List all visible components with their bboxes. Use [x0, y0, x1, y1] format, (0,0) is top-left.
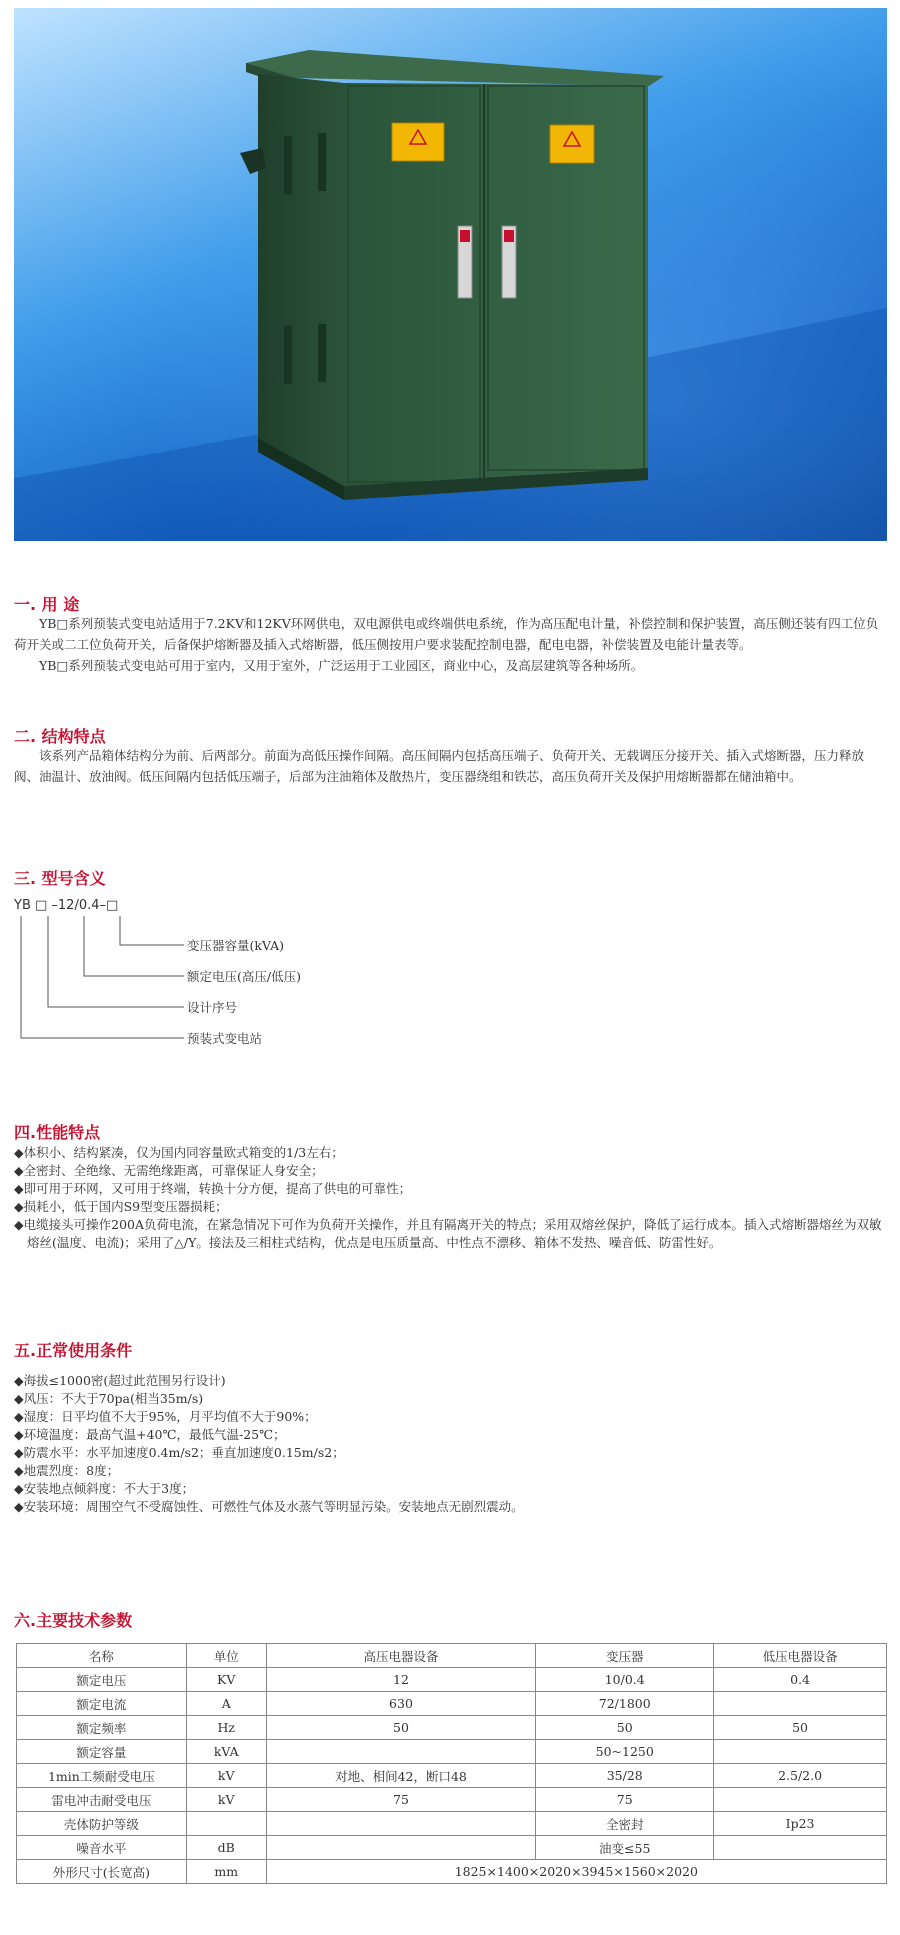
table-row	[17, 1692, 887, 1716]
structure-paragraph: 该系列产品箱体结构分为前、后两部分。前面为高低压操作间隔。高压间隔内包括高压端子、负荷开关、无载调压分接开关、插入式熔断器，压力释放阀、油温计、放油阀。低压间隔内包括低压端子，后部为注油箱体及散热片，变压器绕组和铁芯，高压负荷开关及保护用熔断器都在储油箱中。	[14, 748, 865, 784]
model-label-capacity: 变压器容量(kVA)	[187, 938, 285, 953]
condition-item: ◆海拔≤1000密(超过此范围另行设计)	[14, 1373, 226, 1388]
table-row	[17, 1788, 887, 1812]
table-cell: dB	[186, 1836, 266, 1860]
model-label-voltage: 额定电压(高压/低压)	[187, 969, 301, 984]
section-title-model: 三. 型号含义	[14, 869, 106, 888]
table-row	[17, 1860, 887, 1884]
table-cell: 额定电流	[17, 1692, 187, 1716]
condition-item: ◆湿度：日平均值不大于95%，月平均值不大于90%；	[14, 1409, 317, 1424]
feature-item: ◆体积小、结构紧凑，仅为国内同容量欧式箱变的1/3左右；	[14, 1145, 344, 1160]
table-cell: 0.4	[714, 1668, 887, 1692]
section-title-features: 四.性能特点	[14, 1123, 101, 1142]
condition-item: ◆防震水平：水平加速度0.4m/s2；垂直加速度0.15m/s2；	[14, 1445, 345, 1460]
table-cell: 75	[266, 1788, 536, 1812]
table-row	[17, 1836, 887, 1860]
tech-params-table	[16, 1643, 887, 1884]
table-row	[17, 1740, 887, 1764]
feature-item: ◆即可用于环网，又可用于终端，转换十分方便，提高了供电的可靠性；	[14, 1181, 412, 1196]
table-cell: 12	[266, 1668, 536, 1692]
conditions-list	[14, 1372, 886, 1516]
table-cell	[266, 1836, 536, 1860]
model-diagram	[14, 898, 414, 1058]
feature-item: ◆损耗小，低于国内S9型变压器损耗；	[14, 1199, 228, 1214]
feature-item: ◆全密封、全绝缘、无需绝缘距离，可靠保证人身安全；	[14, 1163, 324, 1178]
table-cell: 外形尺寸(长宽高)	[17, 1860, 187, 1884]
table-cell: kV	[186, 1764, 266, 1788]
table-cell	[714, 1692, 887, 1716]
table-header-cell: 名称	[17, 1644, 187, 1668]
table-cell	[714, 1788, 887, 1812]
table-cell: 50	[266, 1716, 536, 1740]
table-cell: 额定电压	[17, 1668, 187, 1692]
table-cell	[714, 1740, 887, 1764]
section-title-structure: 二. 结构特点	[14, 727, 106, 746]
table-cell	[186, 1812, 266, 1836]
table-cell: kVA	[186, 1740, 266, 1764]
table-cell: 35/28	[536, 1764, 714, 1788]
table-cell: 50	[536, 1716, 714, 1740]
table-row	[17, 1668, 887, 1692]
feature-item: ◆电缆接头可操作200A负荷电流，在紧急情况下可作为负荷开关操作，并且有隔离开关的特点；采用双熔丝保护，降低了运行成本。插入式熔断器熔丝为双敏熔丝(温度、电流)；采用了△/Y。接法及三相柱式结构，优点是电压质量高、中性点不漂移、箱体不发热、噪音低、防雷性好。	[14, 1217, 882, 1250]
table-cell	[266, 1740, 536, 1764]
table-row	[17, 1764, 887, 1788]
table-cell: 额定容量	[17, 1740, 187, 1764]
table-row	[17, 1812, 887, 1836]
section-title-conditions: 五.正常使用条件	[14, 1341, 133, 1360]
table-header-cell: 高压电器设备	[266, 1644, 536, 1668]
table-cell	[714, 1836, 887, 1860]
table-header-cell: 单位	[186, 1644, 266, 1668]
table-cell: 50~1250	[536, 1740, 714, 1764]
product-photo	[14, 8, 887, 541]
condition-item: ◆安装地点倾斜度：不大于3度；	[14, 1481, 195, 1496]
section-usage-text	[14, 613, 886, 676]
table-cell: 噪音水平	[17, 1836, 187, 1860]
table-cell: KV	[186, 1668, 266, 1692]
usage-paragraph-1: YB□系列预装式变电站适用于7.2KV和12KV环网供电，双电源供电或终端供电系统，作为高压配电计量，补偿控制和保护装置，高压侧还装有四工位负荷开关或二工位负荷开关，后备保护熔断器及插入式熔断器，低压侧按用户要求装配控制电器，配电电器，补偿装置及电能计量表等。	[14, 616, 879, 652]
table-cell: Ip23	[714, 1812, 887, 1836]
table-cell: 75	[536, 1788, 714, 1812]
table-cell: Hz	[186, 1716, 266, 1740]
table-cell: 油变≤55	[536, 1836, 714, 1860]
table-cell: 1min工频耐受电压	[17, 1764, 187, 1788]
condition-item: ◆安装环境：周围空气不受腐蚀性、可燃性气体及水蒸气等明显污染。安装地点无剧烈震动。	[14, 1499, 524, 1514]
section-title-usage: 一. 用 途	[14, 595, 80, 614]
condition-item: ◆地震烈度：8度；	[14, 1463, 120, 1478]
cabinet-illustration	[14, 8, 887, 541]
condition-item: ◆环境温度：最高气温+40℃，最低气温-25℃；	[14, 1427, 286, 1442]
section-structure-text	[14, 745, 886, 787]
table-row	[17, 1716, 887, 1740]
table-cell: 72/1800	[536, 1692, 714, 1716]
table-cell: 50	[714, 1716, 887, 1740]
model-label-substation: 预装式变电站	[187, 1031, 263, 1046]
table-cell: 10/0.4	[536, 1668, 714, 1692]
model-label-design-no: 设计序号	[187, 1000, 238, 1015]
section-title-params: 六.主要技术参数	[14, 1611, 133, 1630]
table-cell: 额定频率	[17, 1716, 187, 1740]
table-header-cell: 低压电器设备	[714, 1644, 887, 1668]
table-cell: 630	[266, 1692, 536, 1716]
condition-item: ◆风压：不大于70pa(相当35m/s)	[14, 1391, 204, 1406]
features-list	[14, 1144, 886, 1252]
table-cell: mm	[186, 1860, 266, 1884]
table-cell	[266, 1812, 536, 1836]
table-cell: 对地、相间42，断口48	[266, 1764, 536, 1788]
table-cell: 2.5/2.0	[714, 1764, 887, 1788]
table-cell: kV	[186, 1788, 266, 1812]
usage-paragraph-2: YB□系列预装式变电站可用于室内，又用于室外，广泛运用于工业园区，商业中心，及高层建筑等各种场所。	[39, 658, 644, 673]
table-cell: 雷电冲击耐受电压	[17, 1788, 187, 1812]
table-header-cell: 变压器	[536, 1644, 714, 1668]
table-header-row	[17, 1644, 887, 1668]
table-cell: A	[186, 1692, 266, 1716]
table-cell-dimensions: 1825×1400×2020×3945×1560×2020	[266, 1860, 886, 1884]
table-cell: 全密封	[536, 1812, 714, 1836]
table-cell: 壳体防护等级	[17, 1812, 187, 1836]
model-code: YB □ –12/0.4–□	[14, 898, 119, 913]
